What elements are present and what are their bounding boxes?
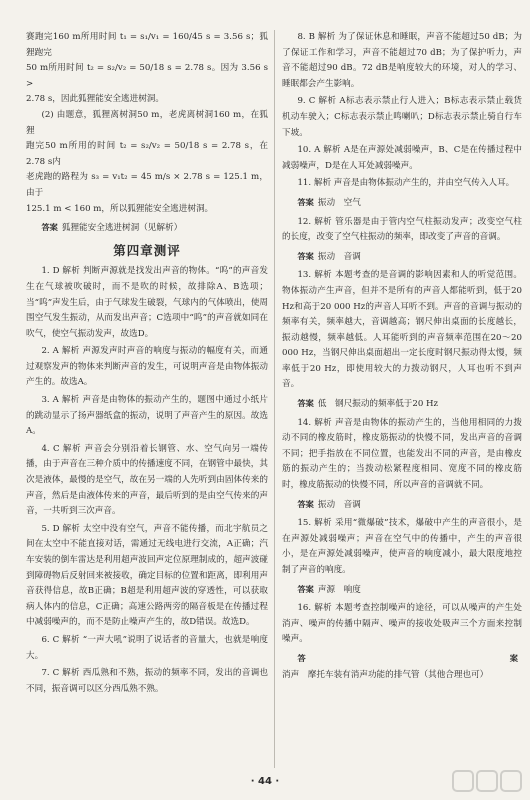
question-4: 4. C 解析 声音会分别沿着长钢管、水、空气向另一端传播，由于声音在三种介质中的传播速度不同，在钢管中最快，其次是液体，最慢的是空气，故在另一端的人先听到由固体传来的声音，然后是由液体传来的声音，最后听到的是由空气传来的声音，一共听到三次声音。	[26, 443, 268, 517]
watermark-logo-icon	[452, 768, 522, 794]
question-6: 6. C 解析 “一声大吼”说明了说话者的音量大，也就是响度大。	[26, 634, 268, 661]
question-1: 1. D 解析 判断声源就是找发出声音的物体。“呜”的声音发生在气球被吹破时，而不是吹的时候，故排除A、B选项；当“呜”声发生后，由于气球发生破裂，气球内的气体喷出，使周围空气发生振动，从而发出声音；C选项中“呜”的声音就如同在吹气，使空气振动发声，故选D。	[26, 266, 268, 339]
text-line: 老虎跑的路程为 s₃ = v₁t₂ = 45 m/s × 2.78 s = 125.1 m，由于	[26, 172, 268, 198]
chapter-title: 第四章测评	[113, 242, 181, 258]
text-line: (2) 由题意，狐狸离树洞50 m，老虎离树洞160 m，在狐狸	[26, 109, 268, 136]
answer-label: 答案	[297, 583, 314, 594]
answer-line	[282, 497, 522, 514]
answer-label: 答案	[297, 498, 314, 509]
page-number: · 44 ·	[250, 776, 280, 787]
answer-label: 答案	[41, 222, 58, 233]
text-line: 跑完50 m所用的时间 t₂ = s₂/v₂ = 50/18 s = 2.78 s，在2.78 s内	[26, 141, 268, 167]
question-13: 13. 解析 本题考查的是音调的影响因素和人的听觉范围。物体振动产生声音，但并不是所有的声音人都能听到，低于20 Hz和高于20 000 Hz的声音人耳听不到。声音的音调与振动的频率有关，频率越大，音调越高；钢尺伸出桌面的长度越长，振动越慢，频率越低。人耳能听到的声音频率范围在20～20 000 Hz，当钢尺伸出桌面超出一定长度时钢尺振动得太慢，频率低于20 Hz，即使用较大的力拨动钢尺，人耳也听不到声音。	[282, 270, 522, 390]
answer-text: 狐狸能安全逃进树洞（见解析）	[61, 223, 183, 234]
answer-label: 答案	[297, 652, 518, 663]
answer-text: 振动 音调	[317, 499, 361, 510]
answer-line	[26, 220, 268, 237]
answer-label: 答案	[297, 196, 314, 207]
text-line: 125.1 m < 160 m，所以狐狸能安全逃进树洞。	[26, 203, 214, 214]
question-15: 15. 解析 采用“微爆破”技术，爆破中产生的声音很小，是在声源处减弱噪声；声音在空气中的传播中，产生的声音很小，是在声源处减弱噪声，使声音的响度减小，最大限度地控制了声音的响度。	[282, 518, 522, 575]
column-divider	[274, 30, 275, 768]
left-column	[26, 30, 268, 697]
question-11: 11. 解析 声音是由物体振动产生的，并由空气传入人耳。	[297, 178, 515, 189]
question-8: 8. B 解析 为了保证休息和睡眠，声音不能超过50 dB；为了保证工作和学习，声音不能超过70 dB；为了保护听力，声音不能超过90 dB。72 dB是响度较大的环境，对人的学习、睡眠都会产生影响。	[282, 32, 522, 89]
answer-line	[282, 249, 522, 266]
question-3: 3. A 解析 声音是由物体的振动产生的，题图中通过小纸片的跳动显示了扬声器纸盒的振动，说明了声音产生的原因。故选A。	[26, 395, 268, 437]
text-line: 50 m所用时间 t₂ = s₂/v₂ = 50/18 s = 2.78 s。因为 3.56 s >	[26, 63, 268, 89]
answer-text: 低 钢尺振动的频率低于20 Hz	[317, 399, 439, 410]
question-9: 9. C 解析 A标志表示禁止行人进入；B标志表示禁止载货机动车驶入；C标志表示禁止鸣喇叭；D标志表示禁止骑自行车下坡。	[282, 96, 522, 138]
text-line: 赛跑完160 m所用时间 t₁ = s₁/v₁ = 160/45 s = 3.56 s；狐狸跑完	[26, 32, 268, 58]
text-line: 2.78 s，因此狐狸能安全逃进树洞。	[26, 94, 164, 105]
question-2: 2. A 解析 声源发声时声音的响度与振动的幅度有关，而通过观察发声的物体来判断声音的发生，可说明声音是由物体振动产生的。故选A。	[26, 346, 268, 388]
question-7: 7. C 解析 西瓜熟和不熟，振动的频率不同，发出的音调也不同，振音调可以区分西瓜熟不熟。	[26, 668, 268, 694]
answer-text: 声源 响度	[317, 584, 361, 595]
answer-line	[282, 582, 522, 599]
answer-line	[282, 396, 522, 413]
answer-label: 答案	[297, 398, 314, 409]
answer-label: 答案	[297, 250, 314, 261]
question-5: 5. D 解析 太空中没有空气，声音不能传播，而北宇航员之间在太空中不能直接对话，需通过无线电进行交流，A正确；汽车安装的倒车雷达是利用超声波回声定位原理制成的，超声波碰到障碍物后反射回来被接收，确定目标的位置和距离，即利用声音获得信息，故B正确；B超是利用超声波的穿透性，可以获取病人体内的信息，C正确；高速公路两旁的隔音板是在传播过程中减弱噪声的，而不是防止噪声产生的，故D错误。故选D。	[26, 523, 268, 628]
answer-line	[282, 651, 522, 683]
right-column	[282, 30, 522, 686]
answer-line	[282, 195, 522, 212]
question-16: 16. 解析 本题考查控制噪声的途径，可以从噪声的产生处消声、噪声的传播中隔声、噪声的接收处吸声三个方面来控制噪声。	[282, 603, 522, 645]
answer-text: 消声 摩托车装有消声功能的排气管（其他合理也可）	[282, 669, 489, 680]
answer-text: 振动 空气	[317, 197, 361, 208]
question-14: 14. 解析 声音是由物体的振动产生的，当他用相同的力拨动不同的橡皮筋时，橡皮筋振动的快慢不同，发出声音的音调不同；把手指放在不同位置，也能发出不同的声音，是由橡皮筋的振动产生的；当拨动松紧程度相同、宽度不同的橡皮筋时，橡皮筋振动的快慢不同，所以声音的音调就不同。	[282, 417, 522, 491]
question-12: 12. 解析 管乐器是由于管内空气柱振动发声；改变空气柱的长度，改变了空气柱振动的频率，即改变了声音的音调。	[282, 216, 522, 243]
answer-text: 振动 音调	[317, 251, 361, 262]
question-10: 10. A 解析 A是在声源处减弱噪声，B、C是在传播过程中减弱噪声，D是在人耳处减弱噪声。	[282, 145, 522, 171]
